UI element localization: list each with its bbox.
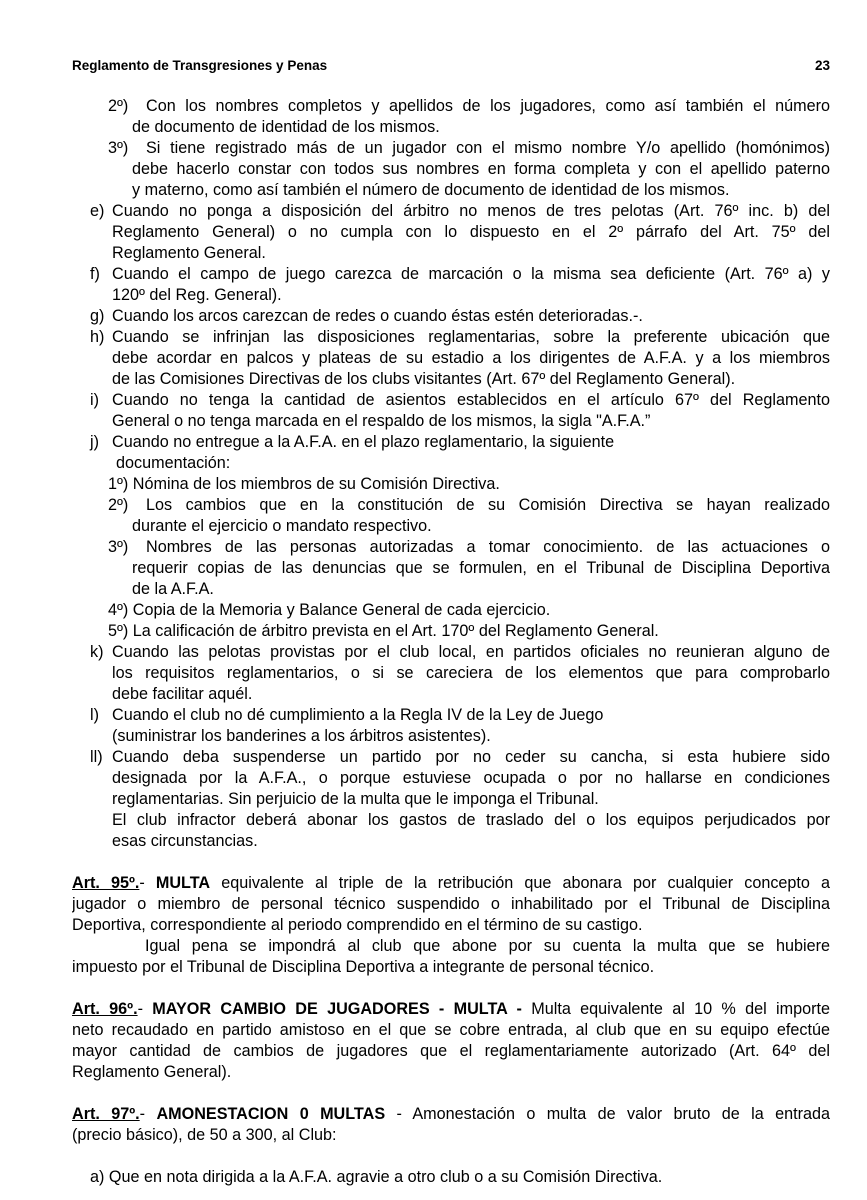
- article-ref: Art. 96º.: [72, 1000, 138, 1018]
- list-label: ll): [90, 748, 103, 766]
- article-96-heading: [72, 999, 830, 1020]
- list-item-text: Cuando no tenga la cantidad de asientos establecidos en el artículo 67º del Reglamento: [112, 391, 830, 409]
- article-text: - Amonestación o multa de valor bruto de la entrada: [385, 1105, 830, 1123]
- list-item-text: Cuando el club no dé cumplimiento a la Regla IV de la Ley de Juego: [112, 706, 604, 724]
- list-item-text: reglamentarias. Sin perjuicio de la multa que le imponga el Tribunal.: [112, 790, 599, 808]
- page-header: [72, 58, 830, 78]
- list-item-text: General o no tenga marcada en el respaldo de los mismos, la sigla "A.F.A.”: [112, 412, 651, 430]
- article-ref: Art. 95º.: [72, 874, 140, 892]
- article-separator: -: [139, 1105, 157, 1123]
- list-item-text: debe acordar en palcos y plateas de su estadio a los dirigentes de A.F.A. y a los miembros: [112, 349, 830, 367]
- list-label: f): [90, 265, 100, 283]
- list-item-text: El club infractor deberá abonar los gastos de traslado del o los equipos perjudicados por: [112, 811, 830, 829]
- list-label: 3º): [108, 538, 129, 556]
- header-title: Reglamento de Transgresiones y Penas: [72, 58, 328, 73]
- list-label: 2º): [108, 97, 129, 115]
- list-item-text: 4º) Copia de la Memoria y Balance General de cada ejercicio.: [108, 601, 551, 619]
- list-item-text: Cuando deba suspenderse un partido por no ceder su cancha, si esta hubiere sido: [112, 748, 830, 766]
- list-item-text: Reglamento General) o no cumpla con lo dispuesto en el 2º párrafo del Art. 75º del: [112, 223, 830, 241]
- list-item-text: Los cambios que en la constitución de su Comisión Directiva se hayan realizado: [146, 496, 830, 514]
- article-title: MAYOR CAMBIO DE JUGADORES - MULTA -: [152, 1000, 522, 1018]
- list-label: g): [90, 307, 105, 325]
- list-label: l): [90, 706, 99, 724]
- list-item-text: 5º) La calificación de árbitro prevista en el Art. 170º del Reglamento General.: [108, 622, 659, 640]
- list-item-text: de documento de identidad de los mismos.: [132, 118, 440, 136]
- list-item-text: a) Que en nota dirigida a la A.F.A. agravie a otro club o a su Comisión Directiva.: [90, 1168, 663, 1186]
- article-separator: -: [137, 1000, 153, 1018]
- list-label: i): [90, 391, 99, 409]
- article-text: Multa equivalente al 10 % del importe: [521, 1000, 830, 1018]
- list-label: h): [90, 328, 105, 346]
- list-label: k): [90, 643, 104, 661]
- list-item-text: Con los nombres completos y apellidos de los jugadores, como así también el número: [146, 97, 830, 115]
- list-item-text: durante el ejercicio o mandato respectivo.: [132, 517, 432, 535]
- article-95-heading: [72, 873, 830, 894]
- article-text: (precio básico), de 50 a 300, al Club:: [72, 1126, 337, 1144]
- article-title: MULTA: [155, 874, 211, 892]
- list-item-text: esas circunstancias.: [112, 832, 258, 850]
- article-text: Reglamento General).: [72, 1063, 232, 1081]
- article-separator: -: [139, 874, 156, 892]
- list-label: e): [90, 202, 105, 220]
- article-text: impuesto por el Tribunal de Disciplina Deportiva a integrante de personal técnico.: [72, 958, 655, 976]
- list-item-text: Cuando no entregue a la A.F.A. en el plazo reglamentario, la siguiente: [112, 433, 615, 451]
- list-item-text: requerir copias de las denuncias que se formulen, en el Tribunal de Disciplina Deportiva: [132, 559, 830, 577]
- article-title: AMONESTACION 0 MULTAS: [156, 1105, 386, 1123]
- list-item-text: Cuando el campo de juego carezca de marcación o la misma sea deficiente (Art. 76º a) y: [112, 265, 830, 283]
- article-text: Deportiva, correspondiente al periodo comprendido en el término de su castigo.: [72, 916, 643, 934]
- list-item-text: Cuando las pelotas provistas por el club local, en partidos oficiales no reunieran alguno de: [112, 643, 830, 661]
- list-item-text: 120º del Reg. General).: [112, 286, 282, 304]
- list-label: 3º): [108, 139, 129, 157]
- list-item-text: y materno, como así también el número de documento de identidad de los mismos.: [132, 181, 730, 199]
- list-item-text: debe facilitar aquél.: [112, 685, 253, 703]
- list-item-text: Cuando no ponga a disposición del árbitro no menos de tres pelotas (Art. 76º inc. b) del: [112, 202, 830, 220]
- article-text: jugador o miembro de personal técnico suspendido o inhabilitado por el Tribunal de Disciplina: [72, 895, 830, 913]
- article-text: Igual pena se impondrá al club que abone por su cuenta la multa que se hubiere: [145, 937, 830, 955]
- page-number: 23: [814, 58, 830, 73]
- list-item-text: de la A.F.A.: [132, 580, 214, 598]
- list-item-text: de las Comisiones Directivas de los clubs visitantes (Art. 67º del Reglamento General).: [112, 370, 736, 388]
- list-label: 2º): [108, 496, 129, 514]
- list-item-text: los requisitos reglamentarios, o si se careciera de los elementos que para comprobarlo: [112, 664, 830, 682]
- article-97-heading: [72, 1104, 830, 1125]
- article-text: mayor cantidad de cambios de jugadores que el reglamentariamente autorizado (Art. 64º del: [72, 1042, 830, 1060]
- list-item-text: 1º) Nómina de los miembros de su Comisión Directiva.: [108, 475, 500, 493]
- list-item-text: Nombres de las personas autorizadas a tomar conocimiento. de las actuaciones o: [146, 538, 830, 556]
- list-item-text: documentación:: [116, 454, 231, 472]
- article-text: equivalente al triple de la retribución que abonara por cualquier concepto a: [210, 874, 830, 892]
- list-item-text: debe hacerlo constar con todos sus nombres en forma completa y con el apellido paterno: [132, 160, 830, 178]
- list-item-text: Si tiene registrado más de un jugador con el mismo nombre Y/o apellido (homónimos): [146, 139, 830, 157]
- article-text: neto recaudado en partido amistoso en el que se cobre entrada, al club que en su equipo efectúe: [72, 1021, 830, 1039]
- article-ref: Art. 97º.: [72, 1105, 140, 1123]
- list-item-text: Cuando se infrinjan las disposiciones reglamentarias, sobre la preferente ubicación que: [112, 328, 830, 346]
- list-item-text: (suministrar los banderines a los árbitros asistentes).: [112, 727, 491, 745]
- list-item-text: Reglamento General.: [112, 244, 266, 262]
- list-item-text: designada por la A.F.A., o porque estuviese ocupada o por no hallarse en condiciones: [112, 769, 830, 787]
- list-label: j): [90, 433, 99, 451]
- list-item-text: Cuando los arcos carezcan de redes o cuando éstas estén deterioradas.-.: [112, 307, 643, 325]
